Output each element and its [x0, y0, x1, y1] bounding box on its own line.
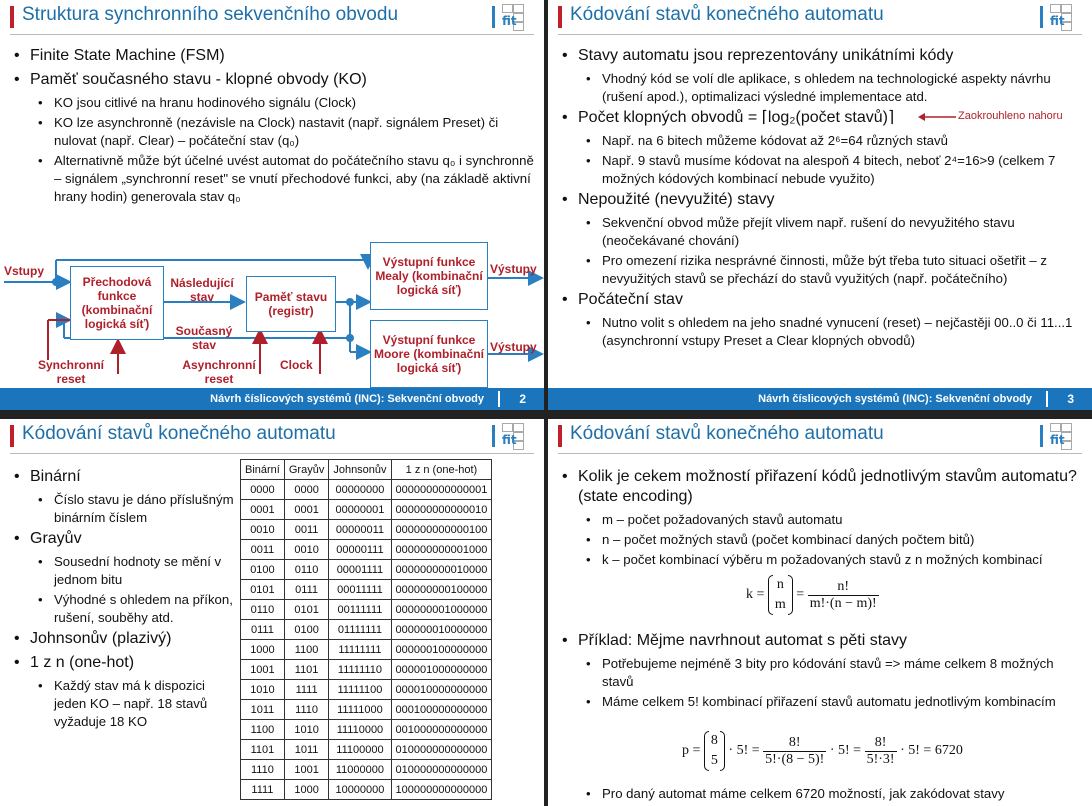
cell-onehot: 000000000100000 [391, 580, 492, 600]
sub-bullet-m: • m – počet požadovaných stavů automatu [556, 511, 1082, 529]
cell-onehot: 000000000000010 [391, 500, 492, 520]
cell-onehot: 000000000000001 [391, 480, 492, 500]
bullet-list [8, 46, 534, 208]
slide-encoding-count [548, 419, 1092, 806]
sub-bullet: • KO lze asynchronně (nezávisle na Clock) nastavit (např. signálem Preset) či nulovat (např. Clear) – počáteční stav (q₀) [8, 114, 534, 150]
sub-bullet: • Máme celkem 5! kombinací přiřazení stavů automatu jednotlivým kombinacím [556, 693, 1082, 711]
sub-bullet: • Vhodný kód se volí dle aplikace, s ohledem na technologické aspekty návrhu (rušení apod.), optimalizaci výsledné implementace atd. [556, 70, 1082, 106]
cell-binary: 0010 [241, 520, 285, 540]
cell-onehot: 000000010000000 [391, 620, 492, 640]
cell-johnson: 11100000 [329, 740, 391, 760]
fsm-block-diagram [0, 236, 544, 388]
sub-bullet-result: • Pro daný automat máme celkem 6720 možností, jak zakódovat stavy [556, 785, 1082, 803]
sub-bullet: • Potřebujeme nejméně 3 bity pro kódování stavů => máme celkem 8 možných stavů [556, 655, 1082, 691]
transition-function-box: Přechodová funkce (kombinační logická síť) [70, 266, 164, 340]
sync-reset-label: Synchronní reset [37, 358, 104, 386]
table-row [241, 760, 492, 780]
cell-johnson: 00011111 [329, 580, 391, 600]
cell-binary: 0011 [241, 540, 285, 560]
slide-title: Kódování stavů konečného automatu [22, 423, 336, 444]
cell-johnson: 11111111 [329, 640, 391, 660]
title-rule [558, 453, 1082, 454]
cell-onehot: 000000100000000 [391, 640, 492, 660]
round-up-annotation: Zaokrouhleno nahoru [958, 110, 1063, 122]
sub-bullet: • Každý stav má k dispozici jeden KO – např. 18 stavů vyžaduje 18 KO [8, 677, 234, 731]
cell-binary: 1011 [241, 700, 285, 720]
sub-bullet: • Např. 9 stavů musíme kódovat na alespoň 4 bitech, neboť 2⁴=16>9 (celkem 7 možných kódových kombinací nebude využito) [556, 152, 1082, 188]
slide-title: Struktura synchronního sekvenčního obvodu [22, 4, 399, 25]
table-row [241, 780, 492, 800]
cell-johnson: 00000001 [329, 500, 391, 520]
table-row [241, 560, 492, 580]
cell-onehot: 000000000000100 [391, 520, 492, 540]
cell-onehot: 010000000000000 [391, 760, 492, 780]
slide-title: Kódování stavů konečného automatu [570, 423, 884, 444]
cell-johnson: 11111000 [329, 700, 391, 720]
bullet-fsm: • Finite State Machine (FSM) [8, 46, 534, 66]
sub-bullet: • Např. na 6 bitech můžeme kódovat až 2⁶=64 různých stavů [556, 132, 1082, 150]
cell-gray: 0111 [284, 580, 328, 600]
fraction [763, 735, 826, 768]
fit-logo-icon: fit [488, 4, 532, 32]
sub-bullet: • Výhodné s ohledem na příkon, rušení, souběhy atd. [8, 591, 234, 627]
fraction-numerator: 8! [763, 735, 826, 752]
page-number: 2 [519, 392, 526, 406]
table-row [241, 640, 492, 660]
cell-gray: 1101 [284, 660, 328, 680]
sub-bullet: • Sousední hodnoty se mění v jednom bitu [8, 553, 234, 589]
fraction-denominator: 5!·3! [866, 751, 895, 767]
cell-onehot: 000000001000000 [391, 600, 492, 620]
footer-course: Návrh číslicových systémů (INC): Sekvenční obvody [210, 393, 484, 405]
slide-structure [0, 0, 544, 410]
footer-bar [0, 388, 544, 410]
mealy-outputs-label: Výstupy [490, 262, 537, 276]
table-row [241, 700, 492, 720]
header-onehot: 1 z n (one-hot) [391, 460, 492, 480]
cell-johnson: 00000011 [329, 520, 391, 540]
cell-gray: 0001 [284, 500, 328, 520]
inputs-label: Vstupy [4, 264, 45, 278]
title-accent [10, 6, 14, 28]
moore-outputs-label: Výstupy [490, 340, 537, 354]
cell-johnson: 00000111 [329, 540, 391, 560]
cell-gray: 0011 [284, 520, 328, 540]
fit-logo-icon: fit [1036, 4, 1080, 32]
fraction [865, 735, 897, 768]
slide-title: Kódování stavů konečného automatu [570, 4, 884, 25]
table-row [241, 520, 492, 540]
cell-gray: 1010 [284, 720, 328, 740]
header-binary: Binární [241, 460, 285, 480]
binom-top: 8 [710, 733, 718, 748]
title-rule [558, 34, 1082, 35]
table-row [241, 680, 492, 700]
binom-bottom: m [774, 597, 786, 612]
table-row [241, 600, 492, 620]
bullet-list [8, 467, 234, 733]
cell-binary: 0100 [241, 560, 285, 580]
cell-gray: 0101 [284, 600, 328, 620]
cell-johnson: 11111100 [329, 680, 391, 700]
fraction-numerator: 8! [865, 735, 897, 752]
cell-onehot: 000001000000000 [391, 660, 492, 680]
cell-onehot: 000000000001000 [391, 540, 492, 560]
table-row [241, 660, 492, 680]
cell-binary: 1000 [241, 640, 285, 660]
bullet-memory: • Paměť současného stavu - klopné obvody (KO) [8, 70, 534, 90]
cell-binary: 0000 [241, 480, 285, 500]
formula-k [746, 575, 879, 615]
fraction-numerator: n! [808, 579, 879, 596]
cell-binary: 1111 [241, 780, 285, 800]
current-state-label: Současný stav [175, 324, 233, 352]
cell-binary: 1010 [241, 680, 285, 700]
cell-johnson: 00111111 [329, 600, 391, 620]
sub-bullet: • Sekvenční obvod může přejít vlivem např. rušení do nevyužitého stavu (neočekávané chování) [556, 214, 1082, 250]
cell-johnson: 11110000 [329, 720, 391, 740]
fraction-denominator: m!·(n − m)! [809, 595, 877, 611]
sub-bullet: • KO jsou citlivé na hranu hodinového signálu (Clock) [8, 94, 534, 112]
fit-logo-icon: fit [488, 423, 532, 451]
cell-onehot: 100000000000000 [391, 780, 492, 800]
bullet-johnson: • Johnsonův (plazivý) [8, 629, 234, 649]
footer-separator [498, 391, 500, 407]
formula-k-eq: = [796, 587, 805, 603]
cell-gray: 0010 [284, 540, 328, 560]
table-row [241, 480, 492, 500]
mealy-output-box: Výstupní funkce Mealy (kombinační logická síť) [370, 242, 488, 310]
table-row [241, 720, 492, 740]
cell-onehot: 010000000000000 [391, 740, 492, 760]
header-gray: Grayův [284, 460, 328, 480]
fraction [808, 579, 879, 612]
horizontal-divider [0, 410, 1092, 419]
binomial [704, 731, 725, 771]
cell-onehot: 000000000010000 [391, 560, 492, 580]
cell-binary: 0101 [241, 580, 285, 600]
annotation-arrow [918, 110, 958, 124]
cell-johnson: 00000000 [329, 480, 391, 500]
cell-johnson: 10000000 [329, 780, 391, 800]
bullet-binary: • Binární [8, 467, 234, 487]
fit-logo-icon: fit [1036, 423, 1080, 451]
header-johnson: Johnsonův [329, 460, 391, 480]
cell-binary: 1100 [241, 720, 285, 740]
title-accent [558, 425, 562, 447]
cell-binary: 0001 [241, 500, 285, 520]
formula-k-lhs: k = [746, 587, 765, 603]
cell-gray: 1011 [284, 740, 328, 760]
formula-term: · 5! = [728, 743, 760, 759]
slide-encoding-types [0, 419, 544, 806]
footer-bar [548, 388, 1092, 410]
bullet-unused-states: • Nepoužité (nevyužité) stavy [556, 190, 1082, 210]
bullet-list [556, 46, 1082, 352]
title-accent [10, 425, 14, 447]
cell-binary: 1101 [241, 740, 285, 760]
fraction-denominator: 5!·(8 − 5)! [765, 751, 825, 767]
sub-bullet: • Pro omezení rizika nesprávné činnosti, může být třeba tuto situaci ošetřit – z nevyužitých stavů se přechází do stavů využitých (např. počátečního) [556, 252, 1082, 288]
cell-gray: 1111 [284, 680, 328, 700]
bullet-flipflop-count: • Počet klopných obvodů = ⌈log₂(počet stavů)⌉ [556, 108, 1082, 128]
sub-bullet-n: • n – počet možných stavů (počet kombinací daných počtem bitů) [556, 531, 1082, 549]
bullet-list-top [556, 467, 1082, 571]
binomial [768, 575, 793, 615]
slide-encoding-intro [548, 0, 1092, 410]
cell-gray: 1110 [284, 700, 328, 720]
table-header-row [241, 460, 492, 480]
formula-p-lhs: p = [682, 743, 701, 759]
cell-binary: 0111 [241, 620, 285, 640]
page-number: 3 [1067, 392, 1074, 406]
sub-bullet: • Alternativně může být účelné uvést automat do počátečního stavu q₀ i synchronně – signálem „synchronní reset" se vnutí přechodové funkci, aby (na základě aktivní hrany hodin) generovala stav q₀ [8, 152, 534, 206]
moore-output-box: Výstupní funkce Moore (kombinační logická síť) [370, 320, 488, 388]
sub-bullet: • Číslo stavu je dáno příslušným binárním číslem [8, 491, 234, 527]
formula-term: · 5! = [829, 743, 862, 759]
cell-gray: 0000 [284, 480, 328, 500]
next-state-label: Následující stav [170, 276, 234, 304]
table-row [241, 580, 492, 600]
binom-top: n [776, 577, 784, 592]
bullet-gray: • Grayův [8, 529, 234, 549]
cell-binary: 1110 [241, 760, 285, 780]
formula-p [682, 731, 963, 771]
cell-gray: 0100 [284, 620, 328, 640]
title-rule [10, 453, 534, 454]
cell-johnson: 01111111 [329, 620, 391, 640]
binom-bottom: 5 [710, 753, 718, 768]
state-memory-box: Paměť stavu (registr) [246, 276, 336, 332]
cell-gray: 1001 [284, 760, 328, 780]
footer-separator [1046, 391, 1048, 407]
cell-onehot: 000100000000000 [391, 700, 492, 720]
table-row [241, 620, 492, 640]
footer-course: Návrh číslicových systémů (INC): Sekvenční obvody [758, 393, 1032, 405]
sub-bullet-k: • k – počet kombinací výběru m požadovaných stavů z n možných kombinací [556, 551, 1082, 569]
cell-onehot: 000010000000000 [391, 680, 492, 700]
sub-bullet: • Nutno volit s ohledem na jeho snadné vynucení (reset) – nejčastěji 00..0 či 11...1 (asynchronní vstupy Preset a Clear klopných obvodů) [556, 314, 1082, 350]
cell-johnson: 11000000 [329, 760, 391, 780]
table-row [241, 500, 492, 520]
bullet-list-example [556, 631, 1082, 713]
clock-label: Clock [280, 358, 313, 372]
cell-johnson: 11111110 [329, 660, 391, 680]
title-rule [10, 34, 534, 35]
cell-gray: 1100 [284, 640, 328, 660]
cell-onehot: 001000000000000 [391, 720, 492, 740]
table-row [241, 540, 492, 560]
title-accent [558, 6, 562, 28]
cell-gray: 0110 [284, 560, 328, 580]
bullet-onehot: • 1 z n (one-hot) [8, 653, 234, 673]
table-row [241, 740, 492, 760]
encoding-table [240, 459, 492, 800]
cell-binary: 0110 [241, 600, 285, 620]
bullet-how-many: • Kolik je cekem možností přiřazení kódů jednotlivým stavům automatu? (state encoding) [556, 467, 1082, 507]
async-reset-label: Asynchronní reset [182, 358, 256, 386]
bullet-initial-state: • Počáteční stav [556, 290, 1082, 310]
bullet-unique-codes: • Stavy automatu jsou reprezentovány unikátními kódy [556, 46, 1082, 66]
cell-binary: 1001 [241, 660, 285, 680]
bullet-list-bottom [556, 785, 1082, 805]
bullet-example: • Příklad: Mějme navrhnout automat s pěti stavy [556, 631, 1082, 651]
cell-johnson: 00001111 [329, 560, 391, 580]
cell-gray: 1000 [284, 780, 328, 800]
formula-result: · 5! = 6720 [900, 743, 963, 759]
